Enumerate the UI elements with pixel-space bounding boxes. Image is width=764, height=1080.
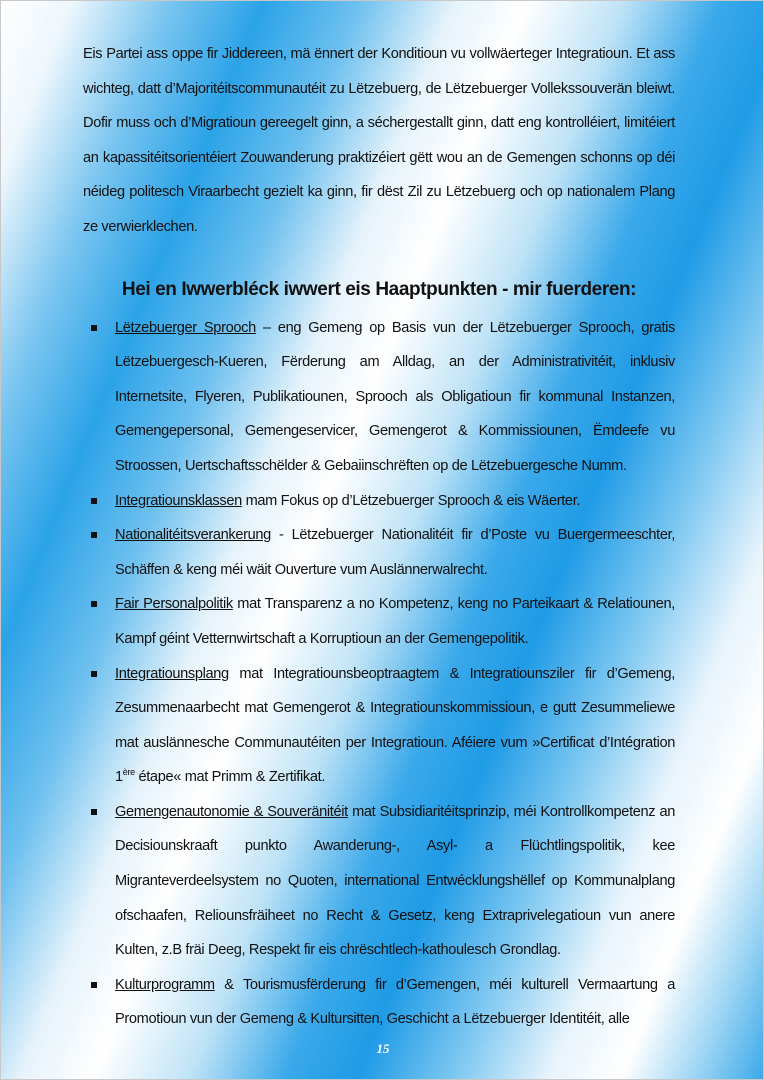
item-term: Nationalitéitsverankerung bbox=[115, 527, 271, 544]
item-term: Integratiounsklassen bbox=[115, 492, 242, 509]
item-text: - Lëtzebuerger Nationalitéit fir d’Poste vu Buergermeeschter, Schäffen & keng méi wäit Ouverture vum Auslännerwalrecht. bbox=[115, 527, 675, 578]
list-item bbox=[83, 484, 675, 519]
page-body bbox=[83, 37, 675, 1037]
item-term: Kulturprogramm bbox=[115, 976, 215, 993]
item-term: Gemengenautonomie & Souveränitéit bbox=[115, 803, 348, 820]
item-text: mat Integratiounsbeoptraagtem & Integratiounsziler fir d’Gemeng, Zesummenaarbecht mat Gemengerot & Integratiounskommissioun, e gutt Zesummeliewe mat auslännesche Communautéiten per Integratioun. Aféiere vum »Certificat d’Intégration 1 bbox=[115, 665, 675, 786]
ordinal-superscript: ère bbox=[122, 767, 135, 778]
square-bullet-icon bbox=[91, 325, 97, 331]
item-term: Lëtzebuerger Sprooch bbox=[115, 319, 256, 336]
square-bullet-icon bbox=[91, 498, 97, 504]
square-bullet-icon bbox=[91, 982, 97, 988]
section-heading: Hei en Iwwerbléck iwwert eis Haaptpunkten - mir fuerderen: bbox=[121, 278, 637, 300]
list-item bbox=[83, 968, 675, 1037]
list-item bbox=[83, 795, 675, 968]
item-text: mat Subsidiaritéitsprinzip, méi Kontrollkompetenz an Decisiounskraaft punkto Awanderung-, Asyl- a Flüchtlingspolitik, kee Migranteverdeelsystem no Quoten, international Entwécklungshëllef op Kommunalplang ofschaafen, Reliounsfräiheet no Recht & Gesetz, keng Extraprivelegatioun vun anere Kulten, z.B fräi Deeg, Respekt fir eis chrëschtlech-kathoulesch Grondlag. bbox=[115, 803, 676, 959]
item-text: & Tourismusfërderung fir d’Gemengen, méi kulturell Vermaartung a Promotioun vun der Gemeng & Kultursitten, Geschicht a Lëtzebuerger Identitéit, alle bbox=[115, 976, 675, 1028]
item-term: Fair Personalpolitik bbox=[115, 596, 233, 613]
item-text-tail: étape« mat Primm & Zertifikat. bbox=[134, 769, 326, 786]
demands-list bbox=[83, 311, 675, 1037]
item-text: mat Transparenz a no Kompetenz, keng no Parteikaart & Relatiounen, Kampf géint Vetternwirtschaft a Korruptioun an der Gemengepolitik. bbox=[115, 596, 675, 647]
item-text: mam Fokus op d’Lëtzebuerger Sprooch & eis Wäerter. bbox=[241, 492, 581, 509]
list-item bbox=[83, 518, 675, 587]
square-bullet-icon bbox=[91, 601, 97, 607]
list-item bbox=[83, 657, 675, 795]
square-bullet-icon bbox=[91, 532, 97, 538]
page-number: 15 bbox=[376, 1041, 390, 1056]
intro-paragraph: Eis Partei ass oppe fir Jiddereen, mä ënnert der Konditioun vu vollwäerteger Integratioun. Et ass wichteg, datt d’Majoritéitscommunautéit zu Lëtzebuerg, de Lëtzebuerger Vollekssouverän bleiwt. Dofir muss och d’Migratioun gereegelt ginn, a séchergestallt ginn, datt eng kontrolléiert, limitéiert an kapassitéitsorientéiert Zouwanderung praktizéiert gëtt wou an de Gemengen schonns op déi néideg politesch Viraarbecht gezielt ka ginn, fir dëst Zil zu Lëtzebuerg och op nationalem Plang ze verwierklechen. bbox=[83, 46, 675, 235]
square-bullet-icon bbox=[91, 809, 97, 815]
item-term: Integratiounsplang bbox=[115, 665, 229, 682]
item-text: – eng Gemeng op Basis vun der Lëtzebuerger Sprooch, gratis Lëtzebuergesch-Kueren, Fërderung am Alldag, an der Administrativitéit, inklusiv Internetsite, Flyeren, Publikatiounen, Sprooch als Obligatioun fir kommunal Instanzen, Gemengepersonal, Gemengeservicer, Gemengerot & Kommissiounen, Ëmdeefe vu Stroossen, Uertschaftsschëlder & Gebaiinschrëften op de Lëtzebuergesche Numm. bbox=[115, 319, 675, 474]
list-item bbox=[83, 587, 675, 656]
list-item bbox=[83, 311, 675, 484]
square-bullet-icon bbox=[91, 671, 97, 677]
